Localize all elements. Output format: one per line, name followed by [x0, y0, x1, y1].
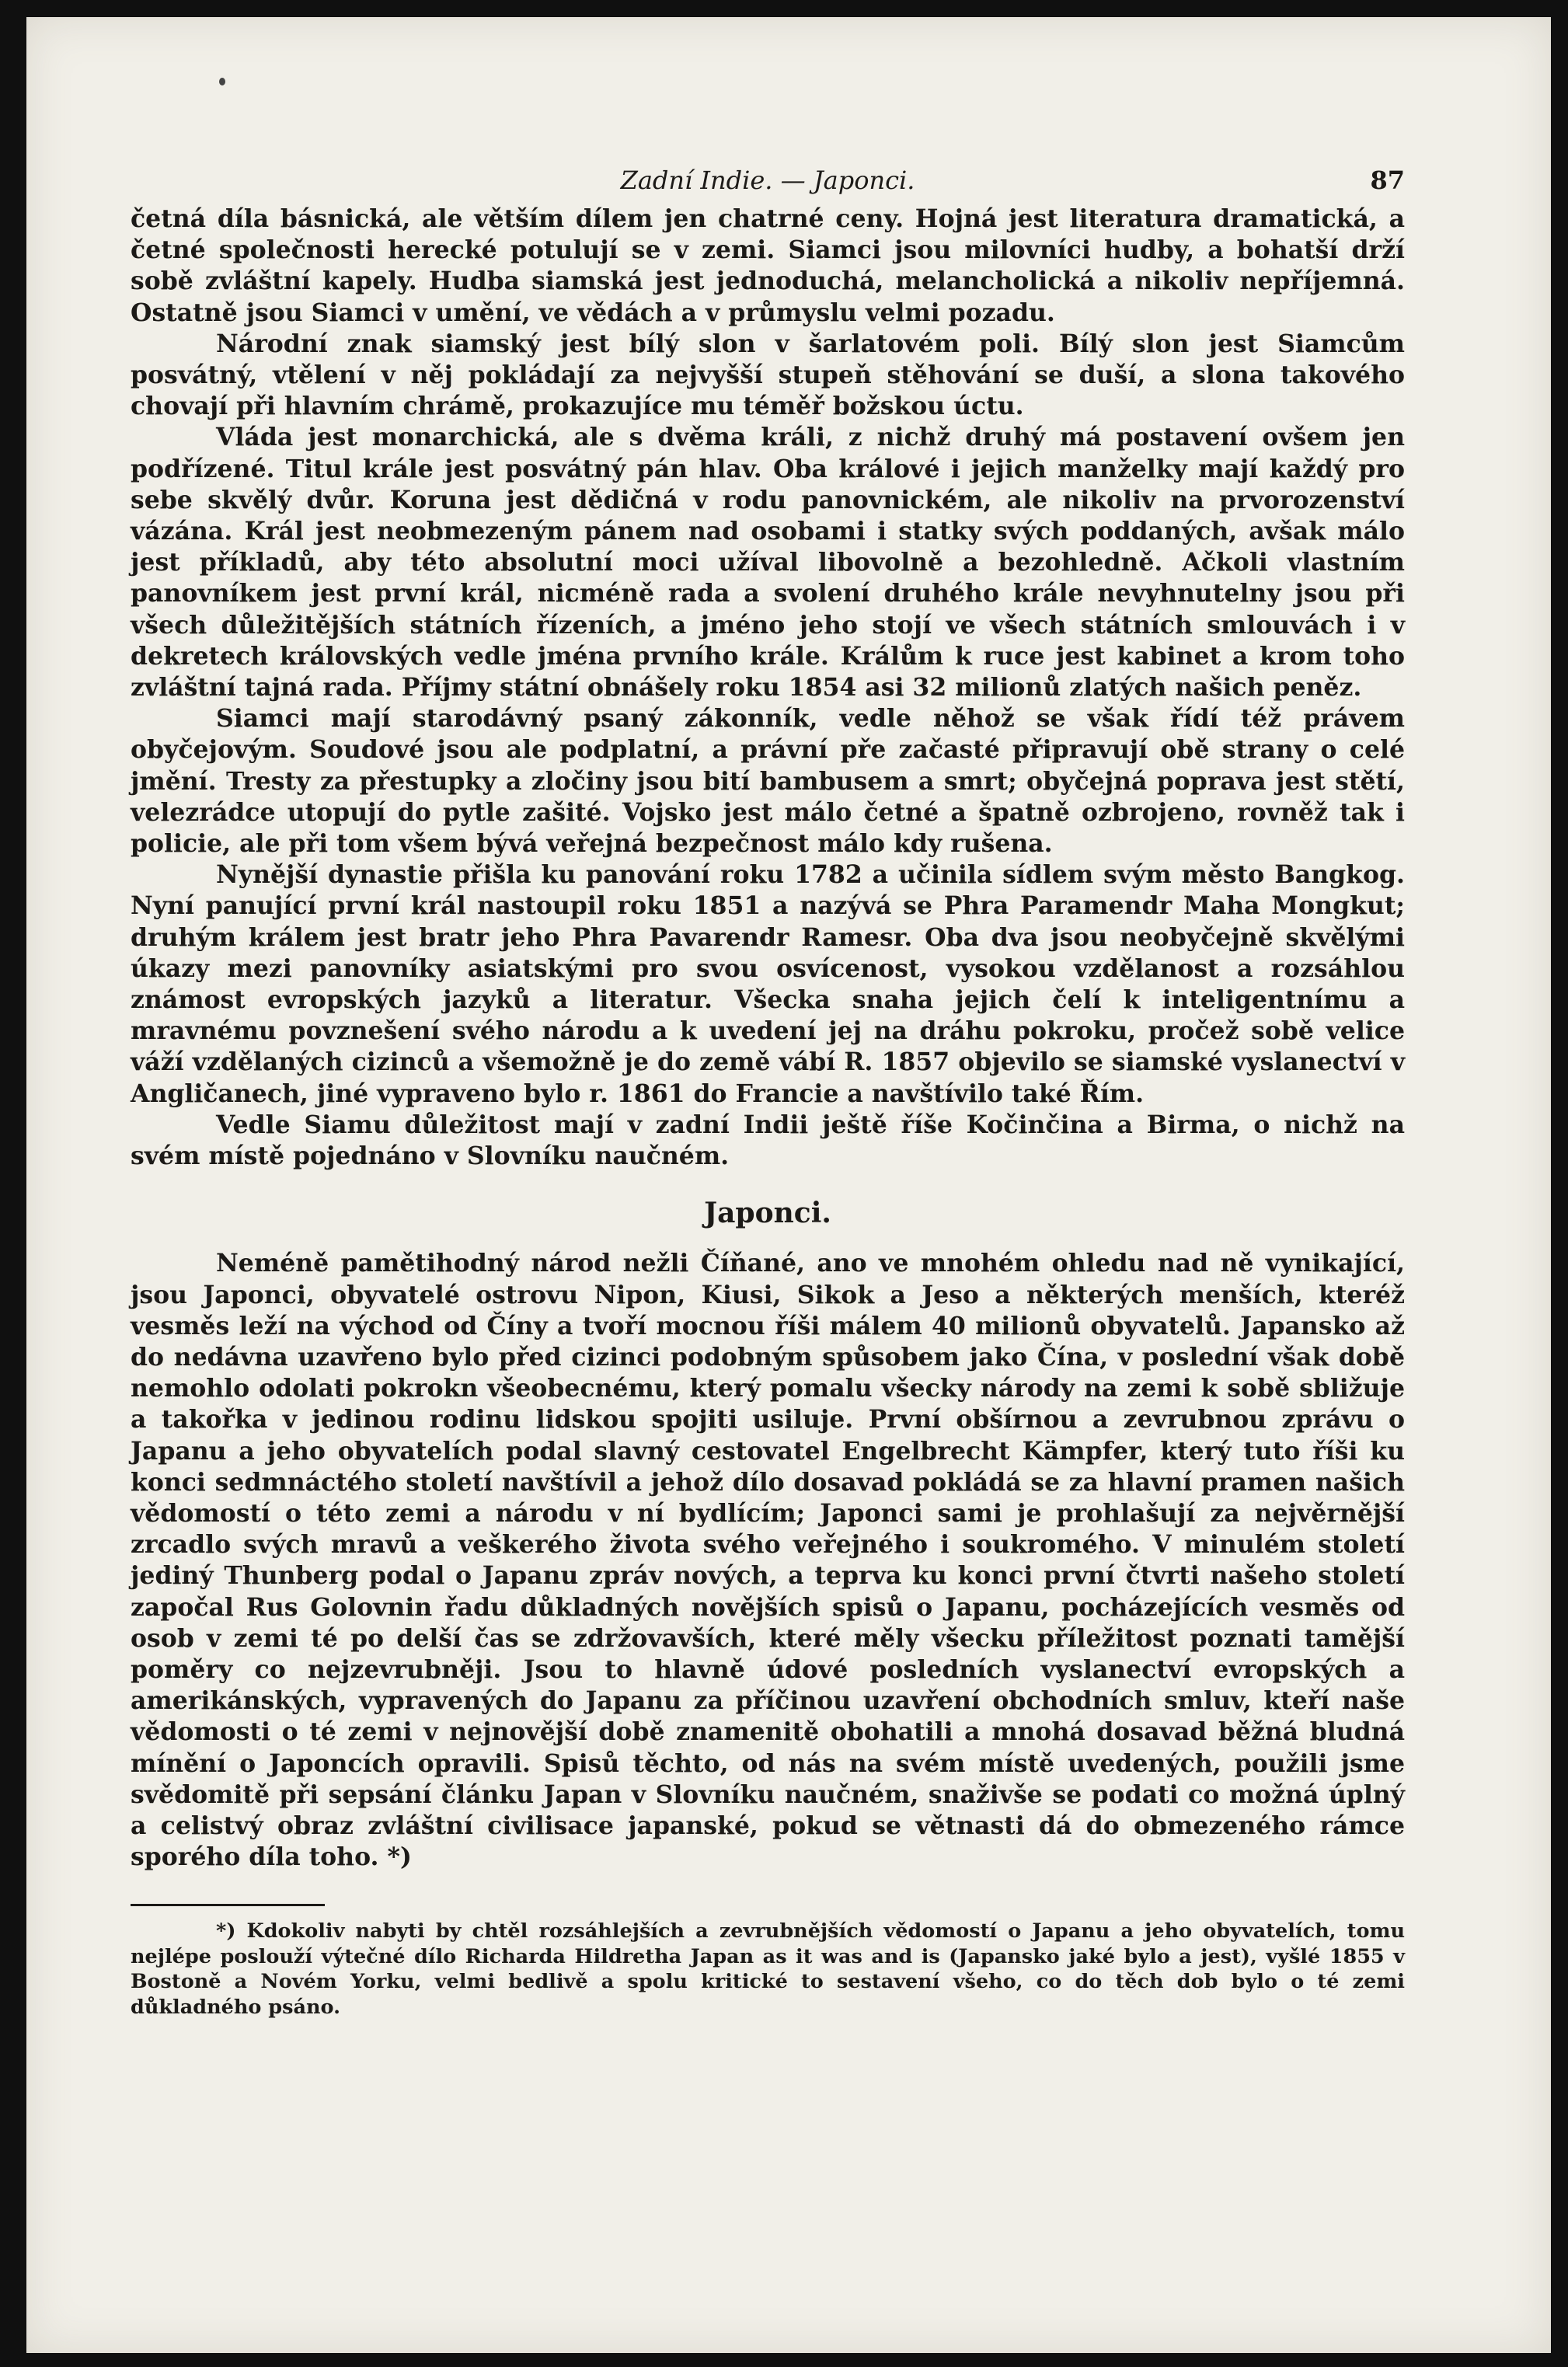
footnote-text: *) Kdokoliv nabyti by chtěl rozsáhlejších a zevrubnějších vědomostí o Japanu a jeho obyvatelích, tomu nejlépe poslouží výtečné dílo Richarda Hildretha Japan as it was and is (Japansko jaké bylo a jest), vyšlé 1855 v Bostoně a Novém Yorku, velmi bedlivě a spolu kritické to sestavení všeho, co do těch dob bylo o té zemi důkladného psáno.: [131, 1919, 1405, 2019]
ink-speck: [219, 78, 225, 85]
section-heading: Japonci.: [704, 1197, 831, 1230]
paragraph: Národní znak siamský jest bílý slon v šarlatovém poli. Bílý slon jest Siamcům posvátný, vtělení v něj pokládají za nejvyšší stupeň stěhování se duší, a slona takového chovají při hlavním chrámě, prokazujíce mu téměř božskou úctu.: [131, 329, 1405, 421]
body-text: [131, 204, 1405, 1873]
footnote-rule: [131, 1904, 325, 1906]
page: [26, 17, 1551, 2353]
footnote: [131, 1919, 1405, 2020]
paragraph: Neméně pamětihodný národ nežli Číňané, ano ve mnohém ohledu nad ně vynikající, jsou Japonci, obyvatelé ostrovu Nipon, Kiusi, Sikok a Jeso a některých menších, kteréž vesměs leží na východ od Číny a tvoří mocnou říši málem 40 milionů obyvatelů. Japansko až do nedávna uzavřeno bylo před cizinci podobným spůsobem jako Čína, v poslední však době nemohlo odolati pokrokn všeobecnému, který pomalu všecky národy na zemi k sobě sbližuje a takořka v jedinou rodinu lidskou spojiti usiluje. První obšírnou a zevrubnou zprávu o Japanu a jeho obyvatelích podal slavný cestovatel Engelbrecht Kämpfer, který tuto říši ku konci sedmnáctého století navštívil a jehož dílo dosavad pokládá se za hlavní pramen našich vědomostí o této zemi a národu v ní bydlícím; Japonci sami je prohlašují za nejvěrnější zrcadlo svých mravů a veškerého života svého veřejného i soukromého. V minulém století jediný Thunberg podal o Japanu zpráv nových, a teprva ku konci první čtvrti našeho století započal Rus Golovnin řadu důkladných novějších spisů o Japanu, pocházejících vesměs od osob v zemi té po delší čas se zdržovavších, které měly všecku příležitost poznati tamější poměry co nejzevrubněji. Jsou to hlavně údové posledních vyslanectví evropských a amerikánských, vypravených do Japanu za příčinou uzavření obchodních smluv, kteří naše vědomosti o té zemi v nejnovější době znamenitě obohatili a mnohá dosavad běžná bludná mínění o Japoncích opravili. Spisů těchto, od nás na svém místě uvedených, použili jsme svědomitě při sepsání článku Japan v Slovníku naučném, snaživše se podati co možná úplný a celistvý obraz zvláštní civilisace japanské, pokud se větnasti dá do obmezeného rámce sporého díla toho. *): [131, 1249, 1405, 1872]
page-number: 87: [1370, 166, 1405, 195]
paragraph: Nynější dynastie přišla ku panování roku 1782 a učinila sídlem svým město Bangkog. Nyní panující první král nastoupil roku 1851 a nazývá se Phra Paramendr Maha Mongkut; druhým králem jest bratr jeho Phra Pavarendr Ramesr. Oba dva jsou neobyčejně skvělými úkazy mezi panovníky asiatskými pro svou osvícenost, vysokou vzdělanost a rozsáhlou známost evropských jazyků a literatur. Všecka snaha jejich čelí k inteligentnímu a mravnému povznešení svého národu a k uvedení jej na dráhu pokroku, pročež sobě velice váží vzdělaných cizinců a všemožně je do země vábí R. 1857 objevilo se siamské vyslanectví v Angličanech, jiné vypraveno bylo r. 1861 do Francie a navštívilo také Řím.: [131, 860, 1405, 1108]
text-block: [131, 157, 1405, 2020]
paragraph: Vláda jest monarchická, ale s dvěma králi, z nichž druhý má postavení ovšem jen podřízené. Titul krále jest posvátný pán hlav. Oba králové i jejich manželky mají každý pro sebe skvělý dvůr. Koruna jest dědičná v rodu panovnickém, ale nikoliv na prvorozenství vázána. Král jest neobmezeným pánem nad osobami i statky svých poddaných, avšak málo jest příkladů, aby této absolutní moci užíval libovolně a bezohledně. Ačkoli vlastním panovníkem jest první král, nicméně rada a svolení druhého krále nevyhnutelny jsou při všech důležitějších státních řízeních, a jméno jeho stojí ve všech státních smlouvách i v dekretech královských vedle jména prvního krále. Králům k ruce jest kabinet a krom toho zvláštní tajná rada. Příjmy státní obnášely roku 1854 asi 32 milionů zlatých našich peněz.: [131, 423, 1405, 702]
running-head: [131, 157, 1405, 204]
paragraph: Siamci mají starodávný psaný zákonník, vedle něhož se však řídí též právem obyčejovým. Soudové jsou ale podplatní, a právní pře začasté připravují obě strany o celé jmění. Tresty za přestupky a zločiny jsou bití bambusem a smrt; obyčejná poprava jest stětí, velezrádce utopují do pytle zašité. Vojsko jest málo četné a špatně ozbrojeno, rovněž tak i policie, ale při tom všem bývá veřejná bezpečnost málo kdy rušena.: [131, 704, 1405, 859]
paragraph: četná díla básnická, ale větším dílem jen chatrné ceny. Hojná jest literatura dramatická, a četné společnosti herecké potulují se v zemi. Siamci jsou milovníci hudby, a bohatší drží sobě zvláštní kapely. Hudba siamská jest jednoduchá, melancholická a nikoliv nepříjemná. Ostatně jsou Siamci v umění, ve vědách a v průmyslu velmi pozadu.: [131, 204, 1405, 327]
paragraph: Vedle Siamu důležitost mají v zadní Indii ještě říše Kočinčina a Birma, o nichž na svém místě pojednáno v Slovníku naučném.: [131, 1110, 1405, 1171]
running-head-title: Zadní Indie. — Japonci.: [620, 166, 915, 195]
